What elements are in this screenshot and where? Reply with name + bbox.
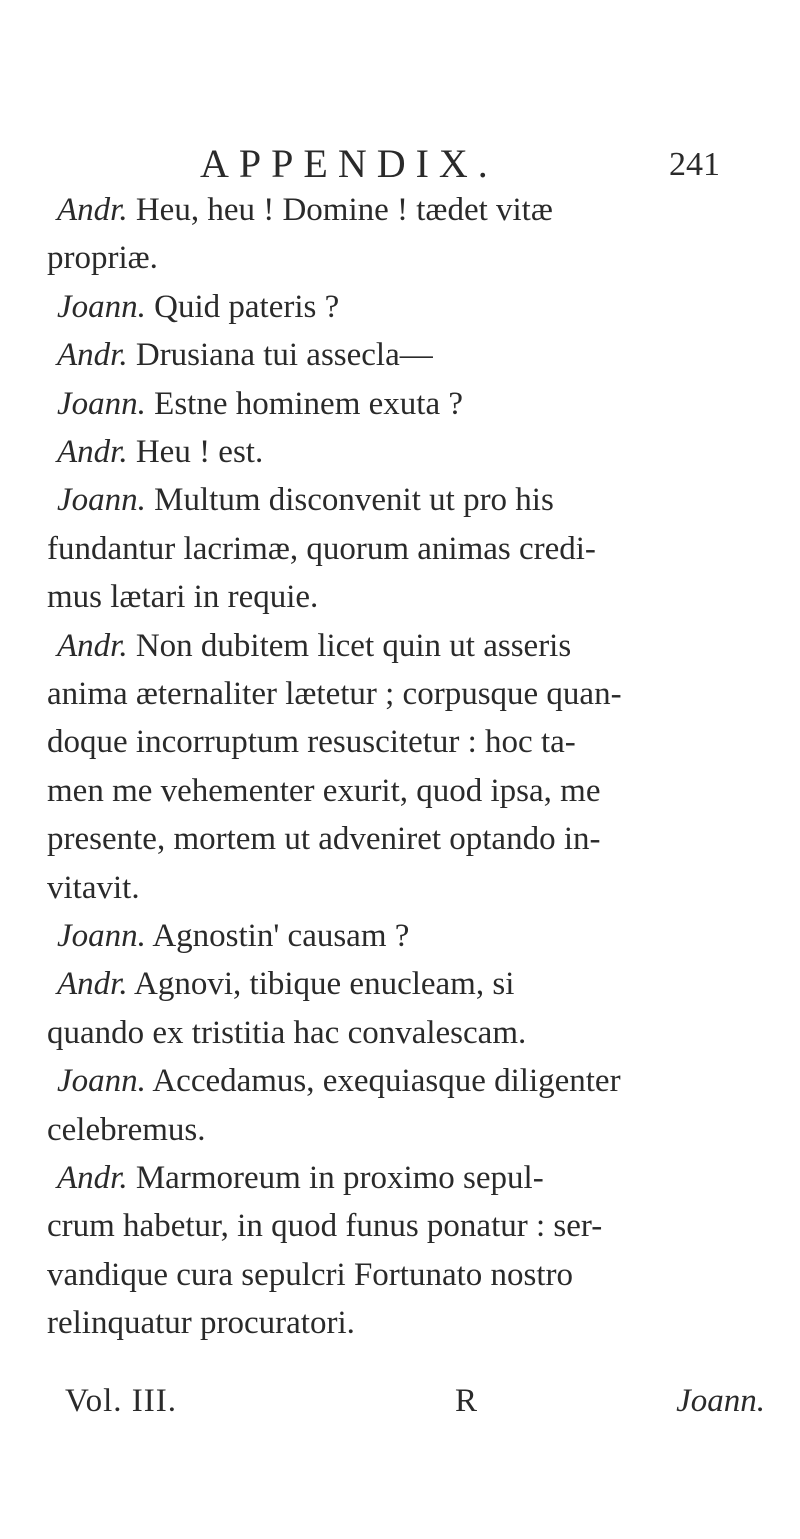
line-text: doque incorruptum resuscitetur : hoc ta- [47,724,576,761]
text-line [47,1013,526,1053]
speaker-name: Andr. [57,627,128,664]
line-text: vitavit. [47,869,140,906]
line-text: vandique cura sepulcri Fortunato nostro [47,1256,574,1293]
text-line [57,1061,621,1101]
text-line [47,1255,573,1295]
line-text: quando ex tristitia hac convalescam. [47,1014,527,1051]
running-head: APPENDIX. [200,141,498,186]
speaker-name: Joann. [57,918,146,954]
line-text: Agnostin' causam ? [145,918,410,954]
line-text: Estne hominem exuta ? [145,385,463,422]
line-text: Drusiana tui assecla— [127,337,433,374]
line-text: Marmoreum in proximo sepul- [127,1160,544,1196]
text-line [47,577,318,617]
line-text: Heu, heu ! Domine ! tædet vitæ [127,192,553,228]
line-text: crum habetur, in quod funus ponatur : ser- [47,1208,603,1245]
speaker-name: Joann. [57,1063,146,1100]
line-text: propriæ. [47,240,158,277]
speaker-name: Joann. [57,288,146,325]
speaker-name: Andr. [57,966,128,1003]
text-line [57,964,514,1004]
text-line [47,1303,355,1343]
text-line [47,674,622,714]
text-line [47,529,596,569]
volume-mark: Vol. III. [65,1383,177,1419]
line-text: Non dubitem licet quin ut asseris [127,627,572,664]
text-line [57,480,554,520]
line-text: Agnovi, tibique enucleam, si [127,966,515,1003]
text-line [47,238,158,278]
line-text: presente, mortem ut adveniret optando in- [47,821,601,858]
text-line [47,868,140,908]
text-line [47,1206,602,1246]
speaker-name: Andr. [57,1160,128,1196]
catchword: Joann. [676,1383,765,1419]
speaker-name: Andr. [57,434,128,470]
text-line [57,626,571,666]
line-text: Quid pateris ? [145,288,340,325]
text-line [57,1158,544,1198]
speaker-name: Joann. [57,482,146,519]
line-text: celebremus. [47,1111,206,1148]
page-header [160,140,720,190]
line-text: mus lætari in requie. [47,579,319,616]
text-line [57,384,463,424]
speaker-name: Andr. [57,192,128,228]
text-line [47,1110,206,1150]
text-line [47,771,601,811]
speaker-name: Joann. [57,385,146,422]
signature-mark: R [455,1383,478,1419]
page-footer [65,1383,765,1427]
line-text: relinquatur procuratori. [47,1305,355,1342]
line-text: Multum disconvenit ut pro his [145,482,554,519]
line-text: Accedamus, exequiasque diligenter [145,1063,621,1100]
line-text: men me vehementer exurit, quod ipsa, me [47,772,601,809]
text-line [57,287,339,327]
line-text: fundantur lacrimæ, quorum animas credi- [47,530,596,567]
page-number: 241 [669,146,720,183]
line-text: Heu ! est. [127,434,264,470]
text-line [57,916,409,956]
text-line [47,819,601,859]
line-text: anima æternaliter lætetur ; corpusque quan- [47,676,622,712]
speaker-name: Andr. [57,337,128,374]
text-line [57,432,263,472]
text-line [57,190,553,230]
text-line [47,722,576,762]
text-line [57,335,433,375]
